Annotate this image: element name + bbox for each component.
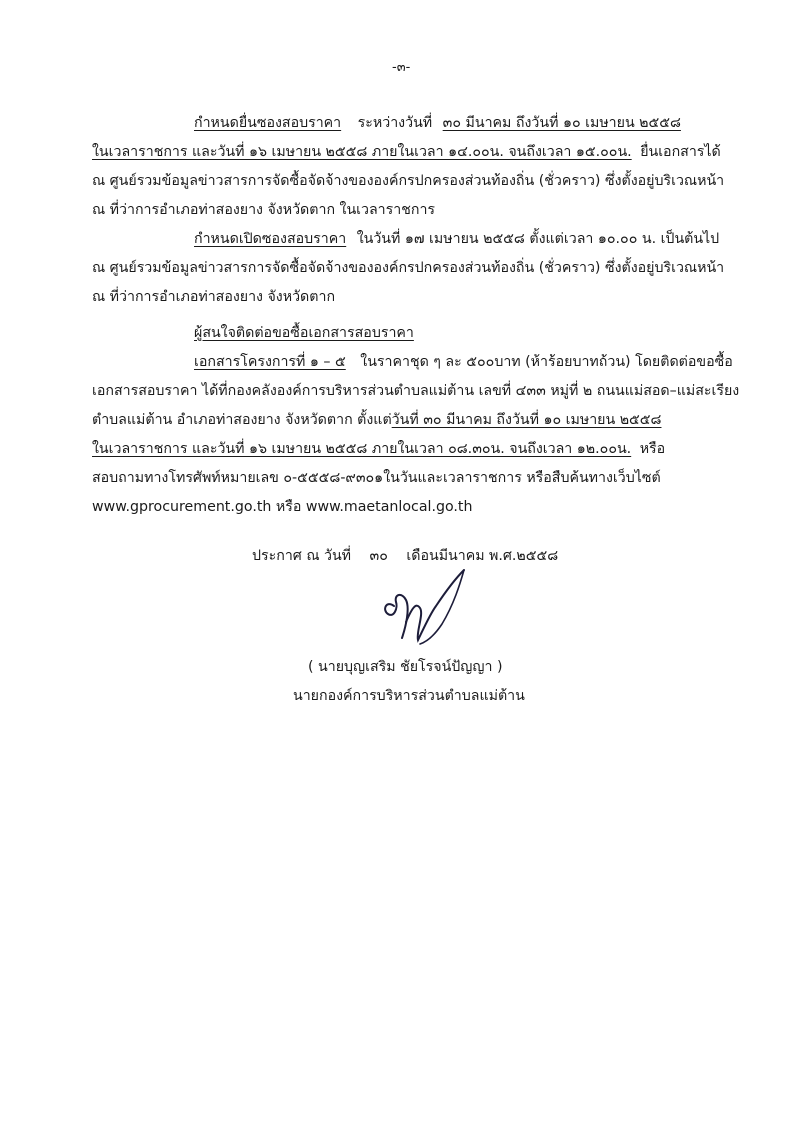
- purchase-line-4: [92, 439, 665, 459]
- submission-location-line-2: ณ ที่ว่าการอำเภอท่าสองยาง จังหวัดตาก ในเวลาราชการ: [92, 202, 436, 218]
- submission-period-line-1: [194, 113, 681, 133]
- announcement-day: ๓๐: [369, 548, 388, 564]
- submission-location-line: ณ ศูนย์รวมข้อมูลข่าวสารการจัดซื้อจัดจ้างขององค์กรปกครองส่วนท้องถิ่น (ชั่วคราว) ซึ่งตั้งอยู่บริเวณหน้า: [92, 173, 725, 189]
- purchase-time: ในเวลาราชการ และวันที่ ๑๖ เมษายน ๒๕๕๘ ภายในเวลา ๐๘.๓๐น. จนถึงเวลา ๑๒.๐๐น.: [92, 441, 632, 457]
- opening-line-1: [194, 229, 719, 249]
- project-docs-label: เอกสารโครงการที่ ๑ – ๕: [194, 354, 346, 370]
- submission-heading: กำหนดยื่นซองสอบราคา: [194, 115, 342, 131]
- submission-period-text: ระหว่างวันที่: [357, 115, 433, 131]
- purchase-address-text: ตำบลแม่ต้าน อำเภอท่าสองยาง จังหวัดตาก ตั้งแต่: [92, 412, 392, 428]
- opening-location-line-2: ณ ที่ว่าการอำเภอท่าสองยาง จังหวัดตาก: [92, 289, 336, 305]
- submission-doc-text: ยื่นเอกสารได้: [640, 144, 721, 160]
- purchase-or-text: หรือ: [639, 441, 666, 457]
- signer-position: นายกองค์การบริหารส่วนตำบลแม่ต้าน: [293, 688, 525, 704]
- signer-name: ( นายบุญเสริม ชัยโรจน์ปัญญา ): [308, 659, 503, 675]
- opening-date-text: ในวันที่ ๑๗ เมษายน ๒๕๕๘ ตั้งแต่เวลา ๑๐.๐๐ น. เป็นต้นไป: [356, 231, 720, 247]
- submission-period-line-2: [92, 142, 721, 162]
- announcement-month-year: เดือนมีนาคม พ.ศ.๒๕๕๘: [406, 548, 559, 564]
- purchase-phone-line: สอบถามทางโทรศัพท์หมายเลข ๐-๕๕๕๘-๙๓๐๑ในวันและเวลาราชการ หรือสืบค้นทางเว็บไซต์: [92, 470, 661, 486]
- opening-heading: กำหนดเปิดซองสอบราคา: [194, 231, 347, 247]
- submission-time: ในเวลาราชการ และวันที่ ๑๖ เมษายน ๒๕๕๘ ภายในเวลา ๑๔.๐๐น. จนถึงเวลา ๑๕.๐๐น.: [92, 144, 632, 160]
- opening-location-line: ณ ศูนย์รวมข้อมูลข่าวสารการจัดซื้อจัดจ้างขององค์กรปกครองส่วนท้องถิ่น (ชั่วคราว) ซึ่งตั้งอยู่บริเวณหน้า: [92, 260, 725, 276]
- purchase-line-1: [194, 352, 733, 372]
- purchase-dates: วันที่ ๓๐ มีนาคม ถึงวันที่ ๑๐ เมษายน ๒๕๕๘: [391, 412, 662, 428]
- purchase-line-2: เอกสารสอบราคา ได้ที่กองคลังองค์การบริหารส่วนตำบลแม่ต้าน เลขที่ ๔๓๓ หมู่ที่ ๒ ถนนแม่สอด–แม่สะเรียง: [92, 383, 740, 399]
- announcement-prefix: ประกาศ ณ วันที่: [252, 548, 352, 564]
- purchase-line-3: [92, 410, 661, 430]
- website-line: www.gprocurement.go.th หรือ www.maetanlocal.go.th: [92, 499, 473, 515]
- price-text: ในราคาชุด ๆ ละ ๕๐๐บาท (ห้าร้อยบาทถ้วน) โดยติดต่อขอซื้อ: [360, 354, 733, 370]
- submission-dates: ๓๐ มีนาคม ถึงวันที่ ๑๐ เมษายน ๒๕๕๘: [442, 115, 681, 131]
- page-number: -๓-: [392, 60, 411, 75]
- purchase-heading: ผู้สนใจติดต่อขอซื้อเอกสารสอบราคา: [194, 325, 414, 341]
- signature-image: [372, 562, 492, 662]
